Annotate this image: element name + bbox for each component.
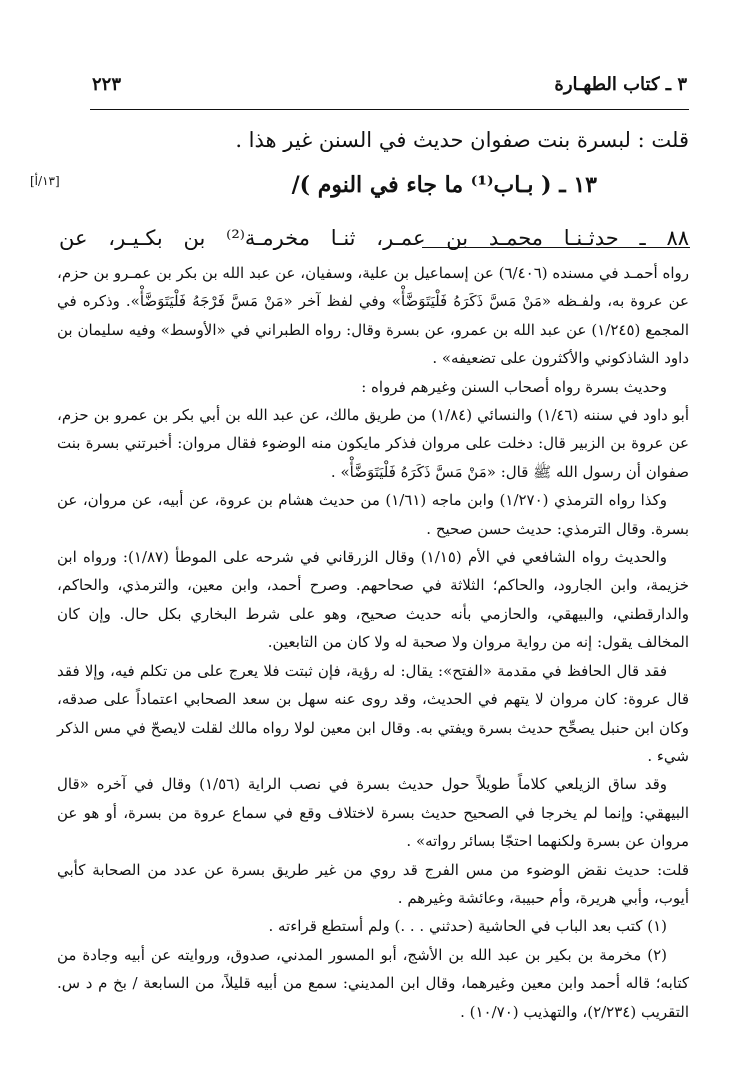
footnote-divider: [422, 247, 690, 248]
chapter-heading: ١٣ ـ ( بـاب⁽¹⁾ ما جاء في النوم )/: [291, 172, 597, 198]
note-paragraph: قلت: حديث نقض الوضوء من مس الفرج قد روي من غير طريق بسرة عن عدد من الصحابة كأبي أيوب، وأبي هريرة، وأم حبيبة، وعائشة وغيرهم .: [57, 860, 689, 907]
note-paragraph: وكذا رواه الترمذي (١/٢٧٠) وابن ماجه (١/٦١) من حديث هشام بن عروة، عن أبيه، عن مروان، عن بسرة. وقال الترمذي: حديث حسن صحيح .: [57, 491, 689, 538]
note-paragraph: والحديث رواه الشافعي في الأم (١/١٥) وقال الزرقاني في شرحه على الموطأ (١/٨٧): ورواه ابن خزيمة، وابن الجارود، والحاكم؛ الثلاثة في صحاحهم. وصرح أحمد، وابن معين، والترمذي، والحاكم، والدارقطني، والبيهقي، والحازمي بأنه حديث صحيح، وهو على شرط البخاري بكل حال. وإن كان المخالف يقول: إنه من رواية مروان ولا صحبة له ولا كان من التابعين.: [57, 548, 689, 652]
note-paragraph: فقد قال الحافظ في مقدمة «الفتح»: يقال: له رؤية، فإن ثبتت فلا يعرج على من تكلم فيه، وإلا فقد قال عروة: كان مروان لا يتهم في الحديث، وقد روى عنه سهل بن سعد الصحابي اعتماداً على صدقه، وكان ابن حنبل يصحِّح حديث بسرة ويفتي به. وقال ابن معين لولا رواه مالك لقلت لايصحّ في مس الذكر شيء .: [57, 661, 689, 765]
chapter-title: ٣ ـ كتاب الطهـارة: [554, 74, 687, 95]
footnote-2: (٢) مخرمة بن بكير بن عبد الله بن الأشج، أبو المسور المدني، صدوق، وروايته عن أبيه وجادة من كتابه؛ قاله أحمد وابن معين وغيرهما، وقال ابن المديني: سمع من أبيه قليلاً، من السابعة / بخ م د س. التقريب (٢/٢٣٤)، والتهذيب (١٠/٧٠) .: [57, 945, 689, 1021]
main-text-line-1: قلت : لبسرة بنت صفوان حديث في السنن غير هذا .: [235, 128, 689, 152]
note-paragraph: رواه أحمـد في مسنده (٦/٤٠٦) عن إسماعيل بن علية، وسفيان، عن عبد الله بن بكر بن عمـرو بن حزم، عن عروة به، ولفـظه «مَنْ مَسَّ ذَكَرَهُ فَلْيَتَوَضَّأْ» وفي لفظ آخر «مَنْ مَسَّ فَرْجَهُ فَلْيَتَوَضَّأْ». وذكره في المجمع (١/٢٤٥) عن عبد الله بن عمرو، عن بسرة وقال: رواه الطبراني في «الأوسط» وفيه سليمان بن داود الشاذكوني والأكثرون على تضعيفه» .: [57, 264, 689, 368]
footnotes-section: [57, 259, 689, 1026]
hadith-88-isnad: ٨٨ ـ حدثـنـا محمـد بن عمـر، ثنـا مخرمـة⁽²⁾ بن بكـيـر، عن: [59, 226, 689, 250]
note-paragraph: وقد ساق الزيلعي كلاماً طويلاً حول حديث بسرة في نصب الراية (١/٥٦) وقال في آخره «قال البيهقي: وإنما لم يخرجا في الصحيح حديث بسرة لاختلاف وقع في سماع عروة من بسرة، أو هو عن مروان عن بسرة ولكنهما احتجّا بسائر رواته» .: [57, 775, 689, 851]
manuscript-folio-note: [١٣/أ]: [30, 174, 60, 188]
header-divider: [90, 109, 689, 110]
page-number: ٢٢٣: [92, 74, 122, 95]
note-paragraph: وحديث بسرة رواه أصحاب السنن وغيرهم فرواه :: [361, 377, 667, 396]
footnote-1: (١) كتب بعد الباب في الحاشية (حدثني . . .) ولم أستطع قراءته .: [268, 917, 667, 936]
note-paragraph: أبو داود في سننه (١/٤٦) والنسائي (١/٨٤) من طريق مالك، عن عبد الله بن أبي بكر بن عمرو بن حزم، عن عروة بن الزبير قال: دخلت على مروان فذكر مايكون منه الوضوء فقال مروان: أخبرتني بسرة بنت صفوان أن رسول الله ﷺ قال: «مَنْ مَسَّ ذَكَرَهُ فَلْيَتَوَضَّأْ» .: [57, 406, 689, 481]
